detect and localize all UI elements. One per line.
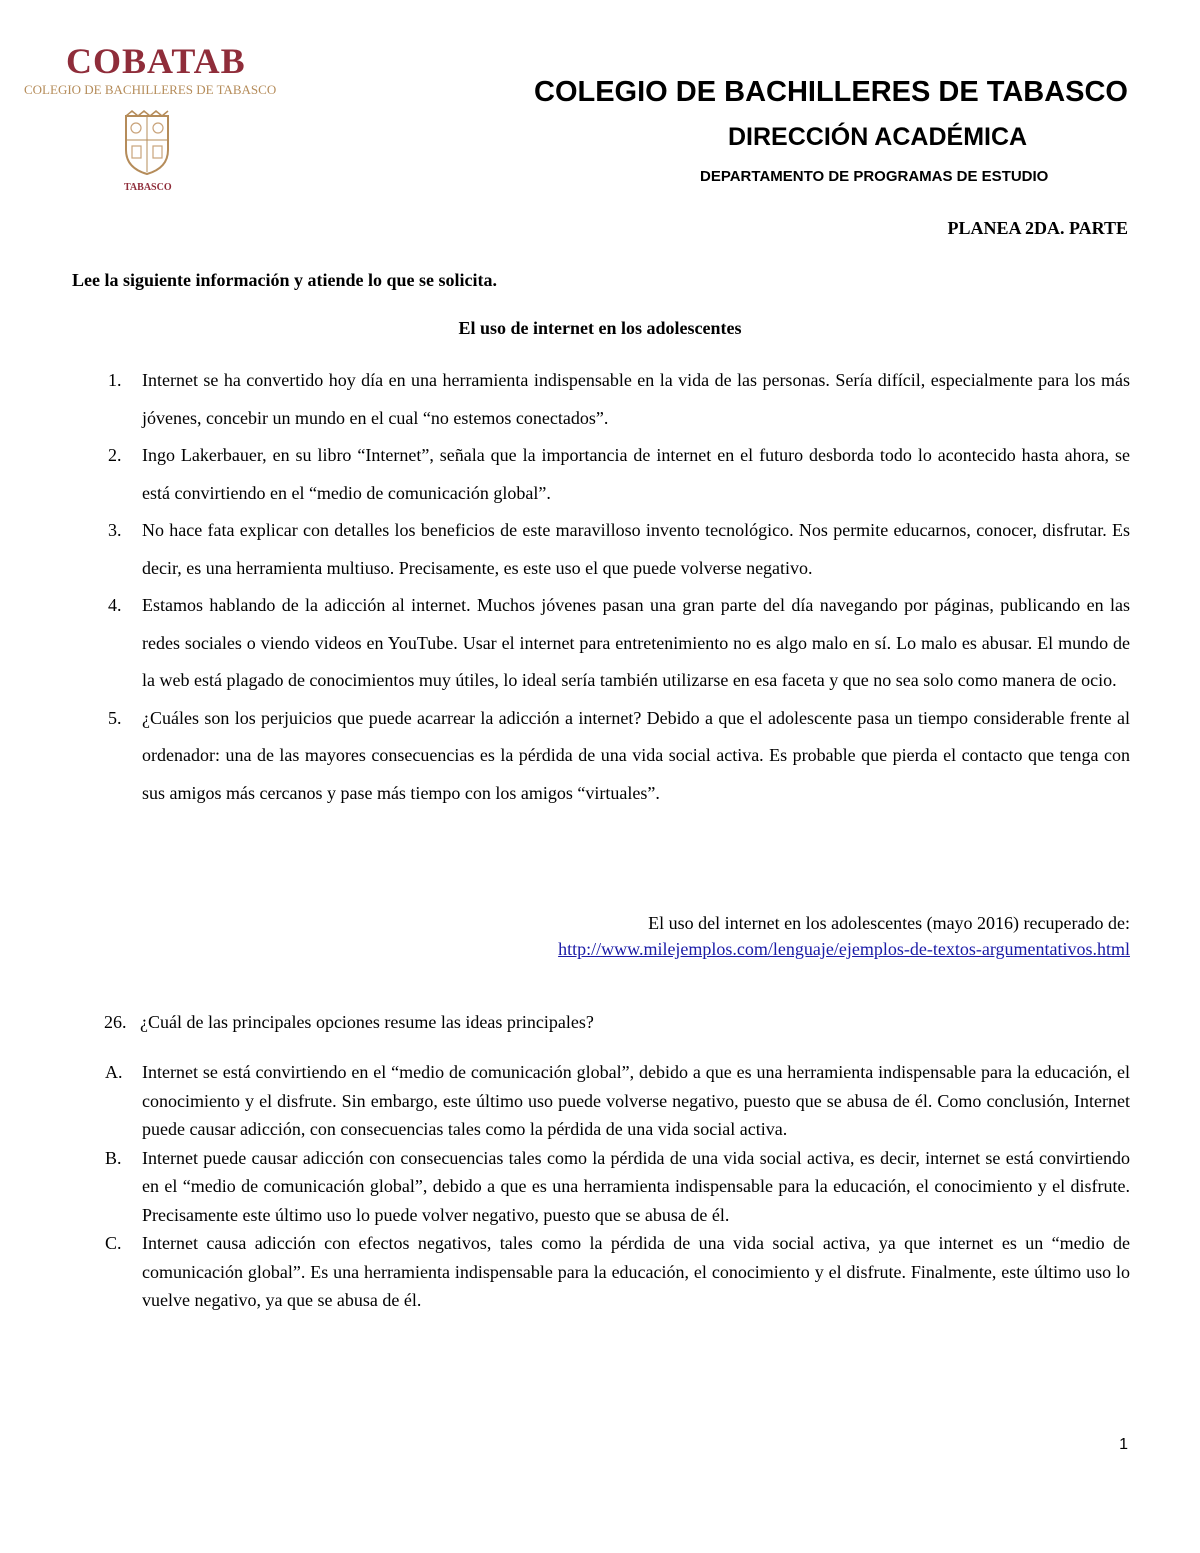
paragraph-number: 2. <box>108 445 122 465</box>
coat-of-arms-icon <box>122 110 172 176</box>
option-text: Internet puede causar adicción con consecuencias tales como la pérdida de una vida social activa, es decir, internet se está convirtiendo en el “medio de comunicación global”, debido a que es una herramienta indispensable para la educación, el conocimiento y el disfrute. Precisamente este último uso lo puede volver negativo, puesto que se abusa de él. <box>142 1147 1130 1225</box>
cobatab-logo <box>24 40 282 200</box>
question-text: ¿Cuál de las principales opciones resume las ideas principales? <box>140 1012 594 1032</box>
paragraph-text: Internet se ha convertido hoy día en una herramienta indispensable en la vida de las personas. Sería difícil, especialmente para los más jóvenes, concebir un mundo en el cual “no estemos conectados”. <box>142 370 1130 428</box>
paragraph-text: ¿Cuáles son los perjuicios que puede acarrear la adicción a internet? Debido a que el adolescente pasa un tiempo considerable frente al ordenador: una de las mayores consecuencias es la pérdida de una vida social activa. Es probable que pierda el contacto que tenga con sus amigos más cercanos y pase más tiempo con los amigos “virtuales”. <box>142 707 1130 803</box>
reading-title: El uso de internet en los adolescentes <box>458 318 742 338</box>
question-prompt <box>104 1012 594 1033</box>
logo-state-label: TABASCO <box>124 182 172 193</box>
paragraph-text: No hace fata explicar con detalles los beneficios de este maravilloso invento tecnológico. Nos permite educarnos, conocer, disfrutar. Es decir, es una herramienta multiuso. Precisamente, es este uso el que puede volverse negativo. <box>142 520 1130 578</box>
paragraph-number: 3. <box>108 520 122 540</box>
citation <box>558 910 1130 962</box>
logo-subtitle: COLEGIO DE BACHILLERES DE TABASCO <box>24 82 277 97</box>
option-letter: C. <box>105 1233 122 1253</box>
reading-paragraph <box>72 437 1130 512</box>
option-letter: A. <box>105 1062 123 1082</box>
department-heading: DEPARTAMENTO DE PROGRAMAS DE ESTUDIO <box>700 168 1049 185</box>
reading-paragraph <box>72 512 1130 587</box>
direction-heading: DIRECCIÓN ACADÉMICA <box>728 123 1028 151</box>
reading-paragraph <box>72 700 1130 813</box>
paragraph-text: Ingo Lakerbauer, en su libro “Internet”, señala que la importancia de internet en el futuro desborda todo lo acontecido hasta ahora, se está convirtiendo en el “medio de comunicación global”. <box>142 445 1130 503</box>
reading-paragraph <box>72 587 1130 700</box>
citation-link[interactable]: http://www.milejemplos.com/lenguaje/ejemplos-de-textos-argumentativos.html <box>558 939 1130 959</box>
instruction-text: Lee la siguiente información y atiende lo que se solicita. <box>72 270 497 290</box>
paragraph-number: 1. <box>108 370 122 390</box>
reading-paragraph <box>72 362 1130 437</box>
answer-option-a <box>72 1058 1130 1144</box>
institution-heading: COLEGIO DE BACHILLERES DE TABASCO <box>534 76 1128 108</box>
answer-options <box>72 1058 1130 1315</box>
option-text: Internet causa adicción con efectos negativos, tales como la pérdida de una vida social activa, ya que internet es un “medio de comunicación global”. Es una herramienta indispensable para la educación, el conocimiento y el disfrute. Finalmente, este último uso lo vuelve negativo, ya que se abusa de él. <box>142 1233 1130 1310</box>
paragraph-number: 4. <box>108 595 122 615</box>
option-letter: B. <box>105 1147 122 1168</box>
logo-wordmark: COBATAB <box>66 41 246 81</box>
citation-text: El uso del internet en los adolescentes (mayo 2016) recuperado de: <box>648 913 1130 933</box>
paragraph-number: 5. <box>108 707 122 728</box>
option-text: Internet se está convirtiendo en el “medio de comunicación global”, debido a que es una herramienta indispensable para la educación, el conocimiento y el disfrute. Sin embargo, este último uso puede volverse negativo, puesto que se abusa de él. Como conclusión, Internet puede causar adicción, con consecuencias tales como la pérdida de una vida social activa. <box>142 1062 1130 1139</box>
answer-option-b <box>72 1144 1130 1230</box>
page-number: 1 <box>1119 1436 1128 1453</box>
reading-paragraphs <box>72 362 1130 812</box>
exam-label: PLANEA 2DA. PARTE <box>947 218 1128 238</box>
paragraph-text: Estamos hablando de la adicción al internet. Muchos jóvenes pasan una gran parte del día navegando por páginas, publicando en las redes sociales o viendo videos en YouTube. Usar el internet para entretenimiento no es algo malo en sí. Lo malo es abusar. El mundo de la web está plagado de conocimientos muy útiles, lo ideal sería también utilizarse en esa faceta y que no sea solo como manera de ocio. <box>142 595 1130 690</box>
answer-option-c <box>72 1229 1130 1315</box>
question-number: 26. <box>104 1012 127 1032</box>
